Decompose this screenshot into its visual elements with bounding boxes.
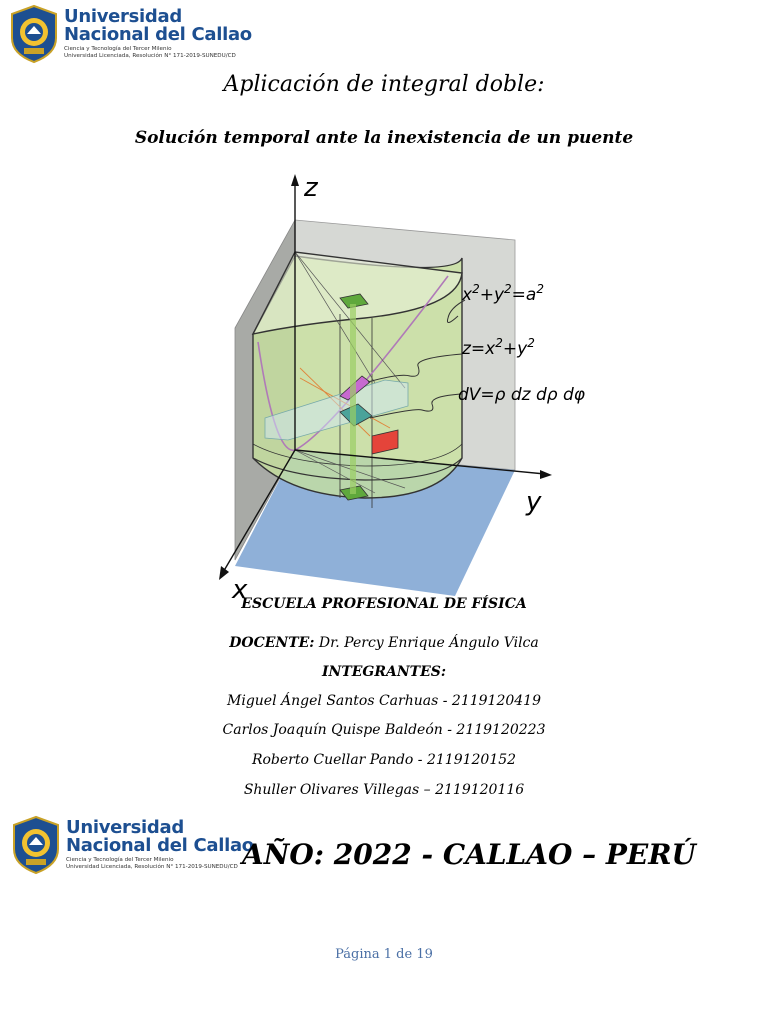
member-item: Shuller Olivares Villegas – 2119120116 — [243, 782, 525, 798]
document-subtitle: Solución temporal ante la inexistencia de un puente — [134, 128, 634, 148]
page-number: Página 1 de 19 — [335, 947, 433, 962]
vertical-column — [350, 304, 356, 494]
logo-tagline: Ciencia y Tecnología del Tercer Milenio — [64, 46, 172, 53]
paraboloid-equation: $z=x^2+y^2$ — [462, 336, 535, 359]
university-logo-footer — [12, 815, 254, 875]
logo-license: Universidad Licenciada, Resolución N° 171-2019-SUNEDU/CD — [66, 864, 238, 870]
member-item: Miguel Ángel Santos Carhuas - 2119120419 — [227, 693, 541, 709]
school-name: ESCUELA PROFESIONAL DE FÍSICA — [241, 596, 527, 612]
docente-label: DOCENTE: — [229, 635, 315, 651]
volume-element-equation: dV=ρ dz dρ dφ — [458, 385, 585, 405]
university-seal-icon — [12, 815, 60, 875]
document-title: Aplicación de integral doble: — [223, 72, 545, 97]
member-item: Carlos Joaquín Quispe Baldeón - 2119120223 — [222, 722, 546, 738]
university-logo-header — [10, 4, 252, 64]
logo-name-line2: Nacional del Callao — [64, 24, 252, 46]
logo-license: Universidad Licenciada, Resolución N° 171-2019-SUNEDU/CD — [64, 53, 236, 59]
docente-name: Dr. Percy Enrique Ángulo Vilca — [318, 635, 539, 651]
docente-line — [0, 635, 768, 651]
university-seal-icon — [10, 4, 58, 64]
integrantes-label: INTEGRANTES: — [321, 664, 447, 680]
double-integral-cylinder-figure — [200, 168, 630, 598]
logo-tagline: Ciencia y Tecnología del Tercer Milenio — [66, 857, 174, 864]
z-axis-label: z — [304, 173, 318, 203]
x-axis-label: x — [232, 575, 248, 598]
logo-name-line1: Universidad — [66, 817, 184, 839]
y-axis-label: y — [526, 487, 542, 517]
cylinder-equation: $x^2+y^2=a^2$ — [462, 282, 544, 305]
logo-name-line2: Nacional del Callao — [66, 835, 254, 857]
member-item: Roberto Cuellar Pando - 2119120152 — [251, 752, 517, 768]
logo-name-line1: Universidad — [64, 6, 182, 28]
year-location-heading: AÑO: 2022 - CALLAO – PERÚ — [242, 838, 696, 871]
